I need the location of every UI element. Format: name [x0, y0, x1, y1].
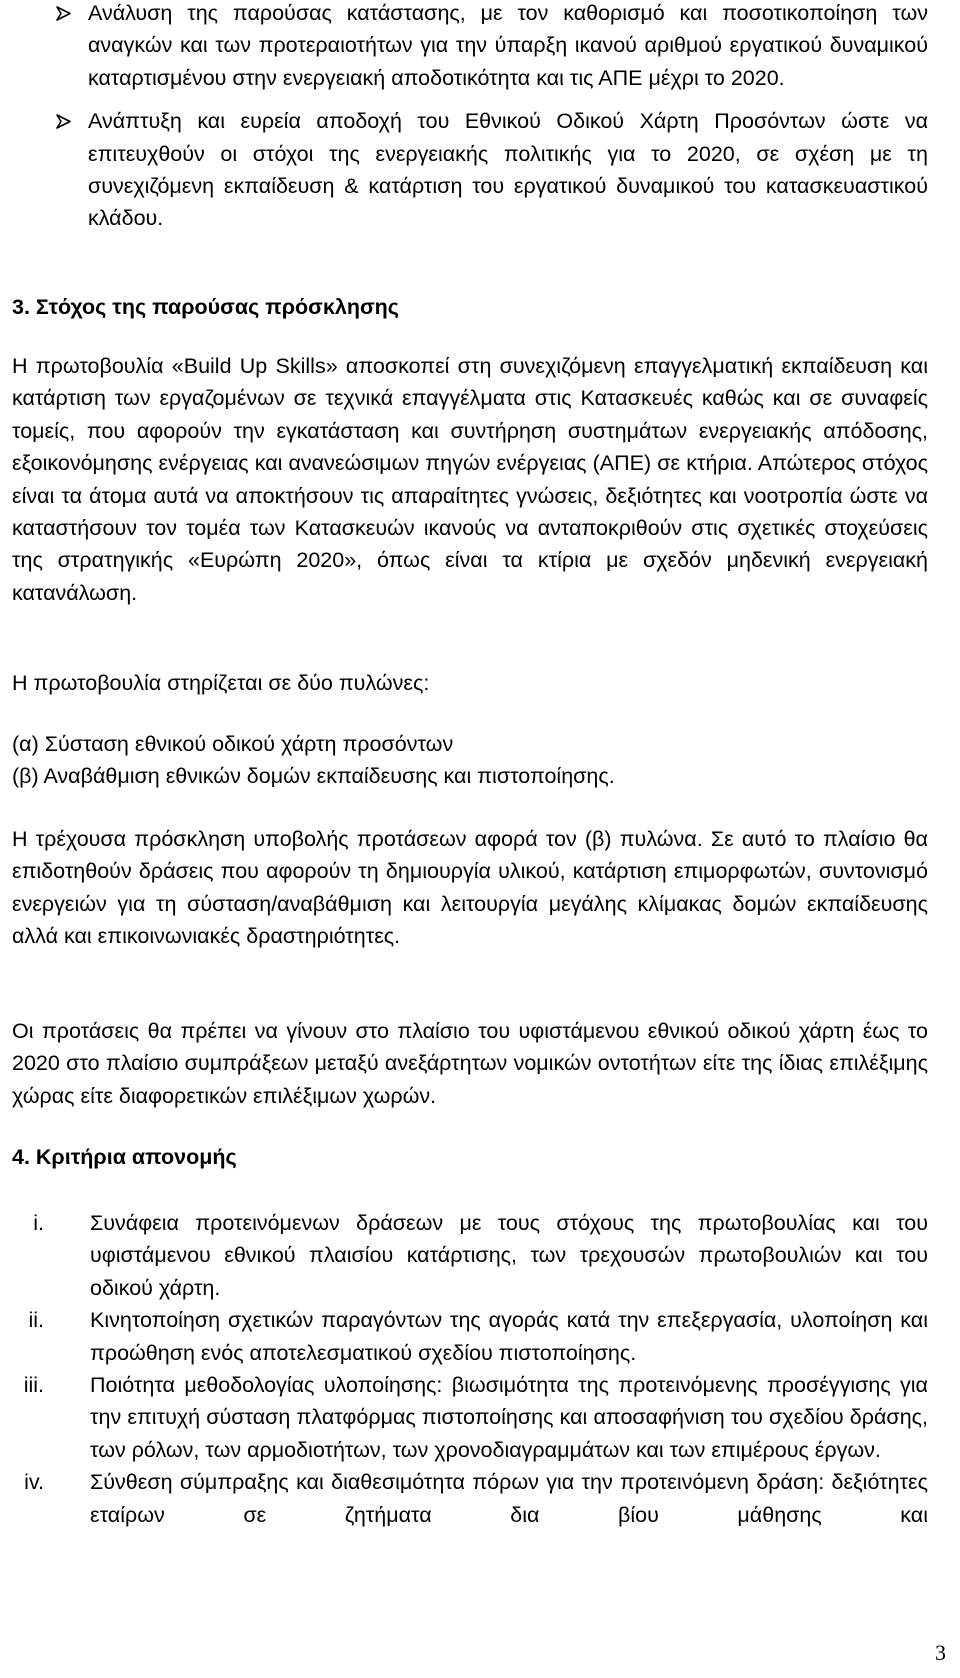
criteria-text: Κινητοποίηση σχετικών παραγόντων της αγοράς κατά την επεξεργασία, υλοποίηση και προώθηση ενός αποτελεσματικού σχεδίου πιστοποίησης.	[90, 1308, 928, 1365]
pillar-a: (α) Σύσταση εθνικού οδικού χάρτη προσόντων	[12, 732, 454, 756]
bullet-text: Ανάλυση της παρούσας κατάστασης, με τον καθορισμό και ποσοτικοποίηση των αναγκών και των προτεραιοτήτων για την ύπαρξη ικανού αριθμού εργατικού δυναμικού καταρτισμένου στην ενεργειακή αποδοτικότητα και τις ΑΠΕ μέχρι το 2020.	[88, 1, 928, 90]
bullet-item-roadmap	[52, 105, 928, 235]
list-number: ii.	[28, 1308, 44, 1333]
list-number: iii.	[23, 1373, 44, 1398]
objectives-bullet-list	[52, 0, 928, 246]
criteria-item-ii	[12, 1304, 928, 1369]
criteria-item-iii	[12, 1369, 928, 1466]
criteria-text: Ποιότητα μεθοδολογίας υλοποίησης: βιωσιμότητα της προτεινόμενης προσέγγισης για την επιτυχή σύσταση πλατφόρμας πιστοποίησης και αποσαφήνιση του σχεδίου δράσης, των ρόλων, των αρμοδιοτήτων, των χρονοδιαγραμμάτων και των επιμέρους έργων.	[90, 1373, 928, 1462]
criteria-list	[12, 1207, 928, 1531]
bullet-text: Ανάπτυξη και ευρεία αποδοχή του Εθνικού Οδικού Χάρτη Προσόντων ώστε να επιτευχθούν οι στόχοι της ενεργειακής πολιτικής για το 2020, σε σχέση με τη συνεχιζόμενη εκπαίδευση & κατάρτιση του εργατικού δυναμικού του κατασκευαστικού κλάδου.	[88, 109, 928, 231]
section-4-heading: 4. Κριτήρια απονομής	[12, 1145, 237, 1169]
section-3-paragraph-3: Η τρέχουσα πρόσκληση υποβολής προτάσεων αφορά τον (β) πυλώνα. Σε αυτό το πλαίσιο θα επιδοτηθούν δράσεις που αφορούν τη δημιουργία υλικού, κατάρτιση επιμορφωτών, συντονισμό ενεργειών για τη σύσταση/αναβάθμιση και λειτουργία μεγάλης κλίμακας δομών εκπαίδευσης αλλά και επικοινωνιακές δραστηριότητες.	[12, 827, 928, 949]
section-3-heading: 3. Στόχος της παρούσας πρόσκλησης	[12, 295, 399, 319]
criteria-item-iv	[12, 1466, 928, 1531]
section-3-paragraph-2: Η πρωτοβουλία στηρίζεται σε δύο πυλώνες:	[12, 671, 430, 695]
arrowhead-bullet-icon	[52, 0, 78, 29]
section-3-paragraph-1: Η πρωτοβουλία «Build Up Skills» αποσκοπεί στη συνεχιζόμενη επαγγελματική εκπαίδευση και κατάρτιση των εργαζομένων σε τεχνικά επαγγέλματα στις Κατασκευές καθώς και σε συναφείς τομείς, που αφορούν την εγκατάσταση και συντήρηση συστημάτων ενεργειακής απόδοσης, εξοικονόμησης ενέργειας και ανανεώσιμων πηγών ενέργειας (ΑΠΕ) σε κτήρια. Απώτερος στόχος είναι τα άτομα αυτά να αποκτήσουν τις απαραίτητες γνώσεις, δεξιότητες και νοοτροπία ώστε να καταστήσουν τον τομέα των Κατασκευών ικανούς να ανταποκριθούν στις σχετικές στοχεύσεις της στρατηγικής «Ευρώπη 2020», όπως είναι τα κτίρια με σχεδόν μηδενική ενεργειακή κατανάλωση.	[12, 354, 928, 605]
criteria-item-i	[12, 1207, 928, 1304]
page-number: 3	[935, 1640, 946, 1665]
bullet-item-analysis	[52, 0, 928, 94]
arrowhead-bullet-icon	[52, 105, 78, 137]
section-3-paragraph-4: Οι προτάσεις θα πρέπει να γίνουν στο πλαίσιο του υφιστάμενου εθνικού οδικού χάρτη έως το 2020 στο πλαίσιο συμπράξεων μεταξύ ανεξάρτητων νομικών οντοτήτων είτε της ίδιας επιλέξιμης χώρας είτε διαφορετικών επιλέξιμων χωρών.	[12, 1019, 928, 1108]
criteria-text: Συνάφεια προτεινόμενων δράσεων με τους στόχους της πρωτοβουλίας και του υφιστάμενου εθνικού πλαισίου κατάρτισης, των τρεχουσών πρωτοβουλιών και του οδικού χάρτη.	[90, 1211, 928, 1300]
list-number: i.	[33, 1211, 44, 1235]
pillar-b: (β) Αναβάθμιση εθνικών δομών εκπαίδευσης και πιστοποίησης.	[12, 764, 615, 788]
list-number: iv.	[24, 1470, 44, 1495]
criteria-text: Σύνθεση σύμπραξης και διαθεσιμότητα πόρων για την προτεινόμενη δράση: δεξιότητες εταίρων σε ζητήματα δια βίου μάθησης και	[90, 1470, 928, 1527]
